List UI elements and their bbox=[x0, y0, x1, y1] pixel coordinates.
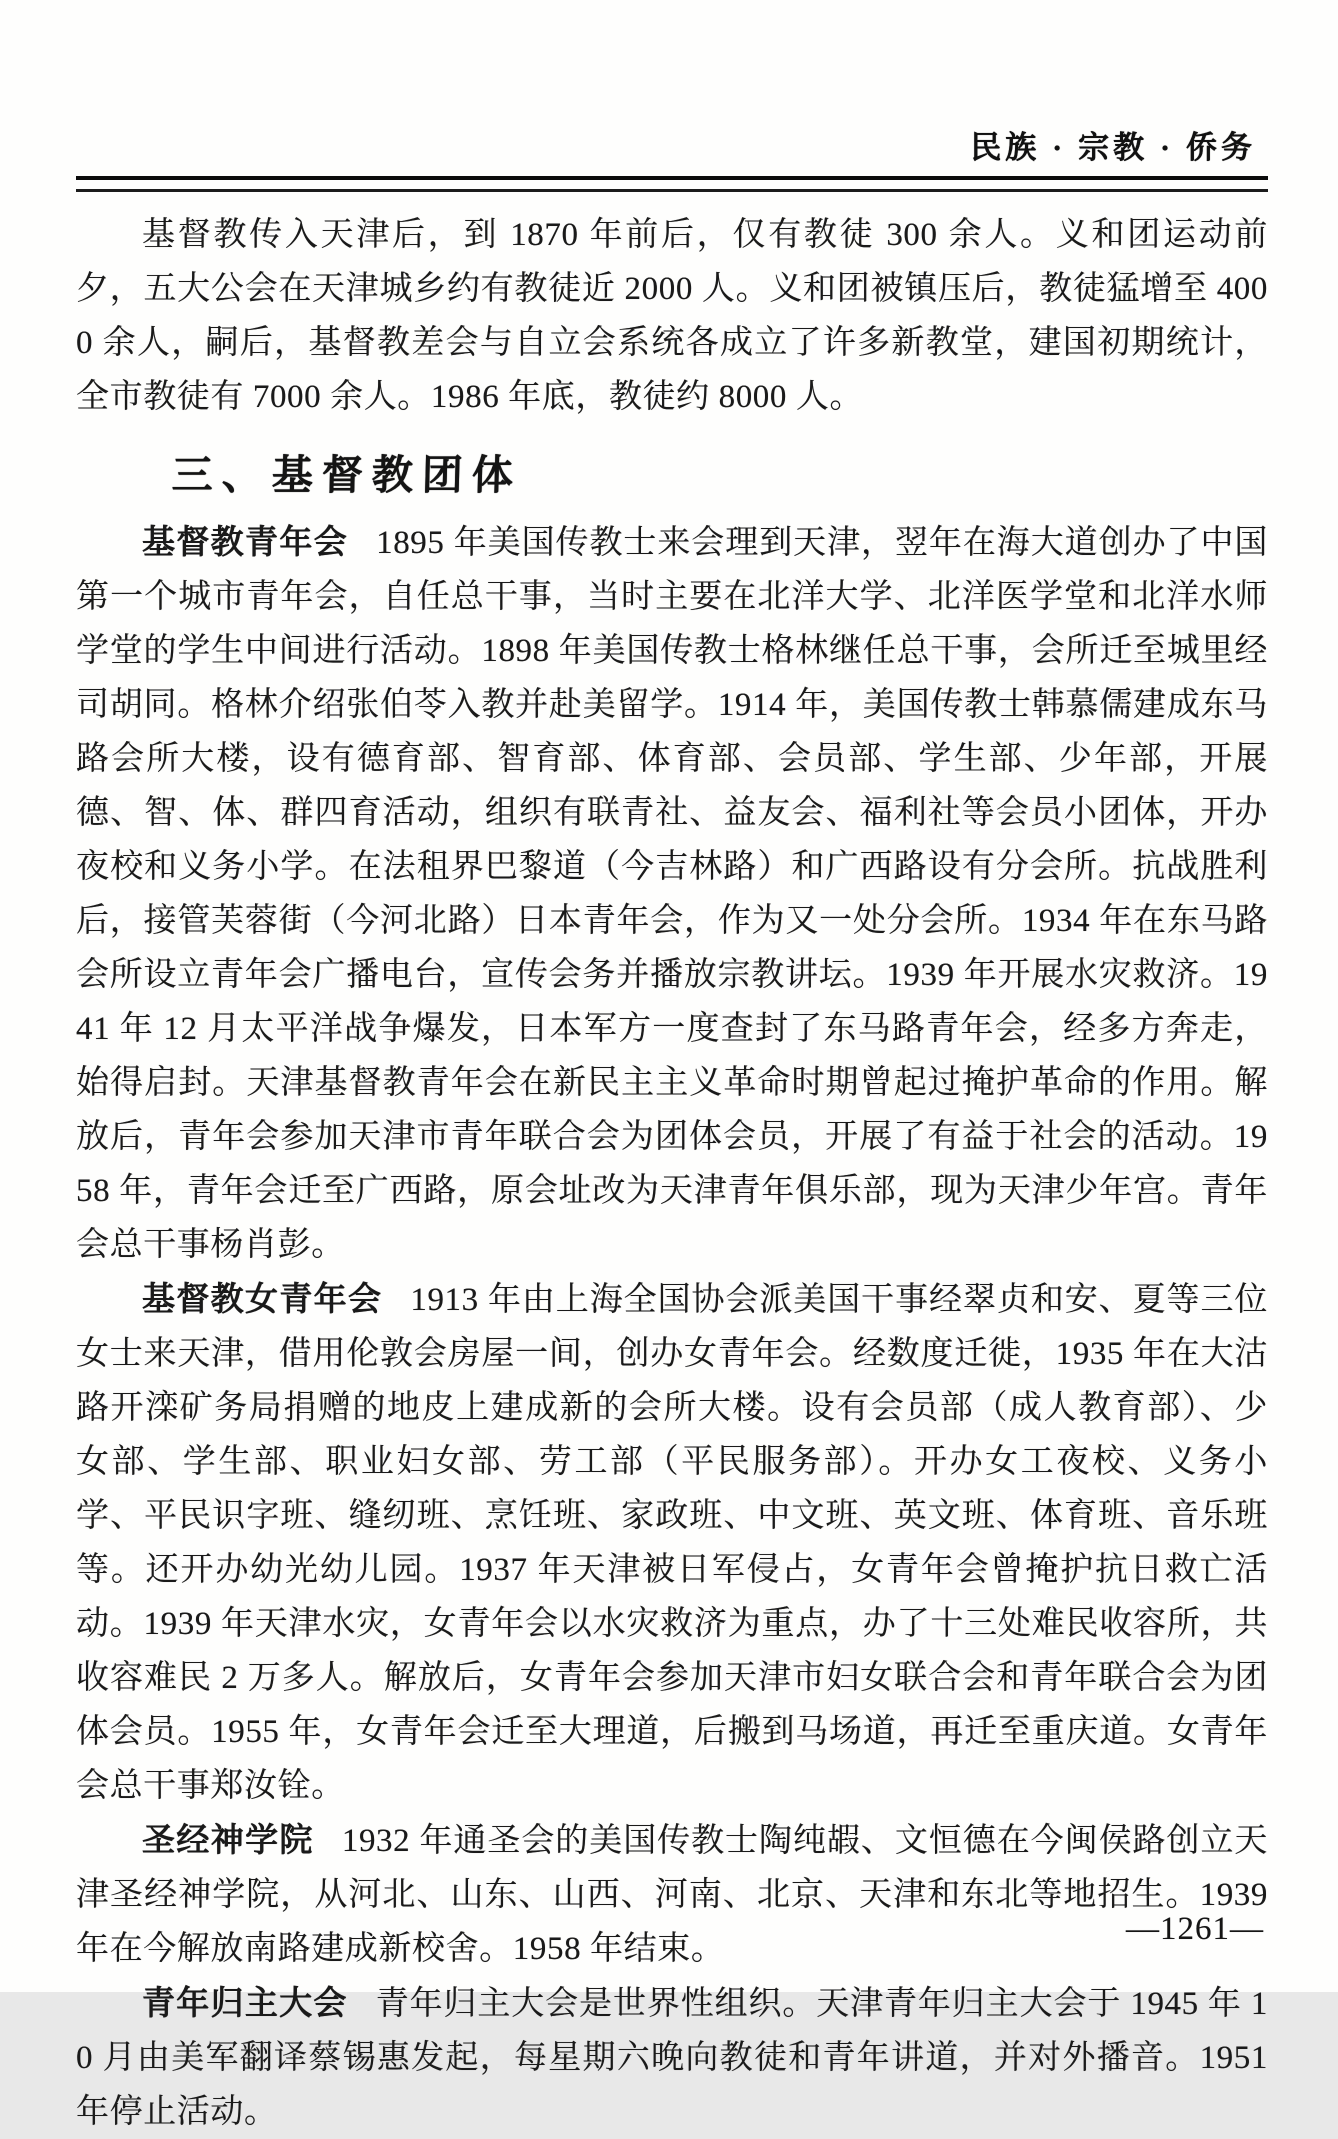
entry-paragraph-ymca bbox=[76, 515, 1268, 1272]
entry-paragraph-youth-for-christ bbox=[76, 1976, 1268, 2139]
intro-paragraph: 基督教传入天津后，到 1870 年前后，仅有教徒 300 余人。义和团运动前夕，五大公会在天津城乡约有教徒近 2000 人。义和团被镇压后，教徒猛增至 4000 余人，嗣后，基督教差会与自立会系统各成立了许多新教堂，建国初期统计，全市教徒有 7000 余人。1986 年底，教徒约 8000 人。 bbox=[76, 217, 1268, 415]
entry-text: 青年归主大会是世界性组织。天津青年归主大会于 1945 年 10 月由美军翻译蔡锡惠发起，每星期六晚向教徒和青年讲道，并对外播音。1951 年停止活动。 bbox=[76, 1986, 1269, 2130]
page-header bbox=[76, 0, 1268, 192]
entry-term: 基督教青年会 bbox=[142, 523, 349, 560]
entry-text: 1895 年美国传教士来会理到天津，翌年在海大道创办了中国第一个城市青年会，自任总干事，当时主要在北洋大学、北洋医学堂和北洋水师学堂的学生中间进行活动。1898 年美国传教士格林继任总干事，会所迁至城里经司胡同。格林介绍张伯苓入教并赴美留学。1914 年，美国传教士韩慕儒建成东马路会所大楼，设有德育部、智育部、体育部、会员部、学生部、少年部，开展德、智、体、群四育活动，组织有联青社、益友会、福利社等会员小团体，开办夜校和义务小学。在法租界巴黎道（今吉林路）和广西路设有分会所。抗战胜利后，接管芙蓉街（今河北路）日本青年会，作为又一处分会所。1934 年在东马路会所设立青年会广播电台，宣传会务并播放宗教讲坛。1939 年开展水灾救济。1941 年 12 月太平洋战争爆发，日本军方一度查封了东马路青年会，经多方奔走，始得启封。天津基督教青年会在新民主主义革命时期曾起过掩护革命的作用。解放后，青年会参加天津市青年联合会为团体会员，开展了有益于社会的活动。1958 年，青年会迁至广西路，原会址改为天津青年俱乐部，现为天津少年宫。青年会总干事杨肖彭。 bbox=[76, 525, 1268, 1263]
section-heading: 三、基督教团体 bbox=[171, 452, 523, 498]
entry-term: 基督教女青年会 bbox=[142, 1280, 383, 1317]
page-body bbox=[76, 192, 1268, 2139]
running-head: 民族 · 宗教 · 侨务 bbox=[970, 130, 1256, 165]
entry-text: 1932 年通圣会的美国传教士陶纯嘏、文恒德在今闽侯路创立天津圣经神学院，从河北、山东、山西、河南、北京、天津和东北等地招生。1939 年在今解放南路建成新校舍。1958 年结束。 bbox=[76, 1823, 1269, 1967]
entry-paragraph-bible-seminary bbox=[76, 1813, 1268, 1976]
entry-text: 1913 年由上海全国协会派美国干事经翠贞和安、夏等三位女士来天津，借用伦敦会房屋一间，创办女青年会。经数度迁徙，1935 年在大沽路开滦矿务局捐赠的地皮上建成新的会所大楼。设有会员部（成人教育部）、少女部、学生部、职业妇女部、劳工部（平民服务部）。开办女工夜校、义务小学、平民识字班、缝纫班、烹饪班、家政班、中文班、英文班、体育班、音乐班等。还开办幼光幼儿园。1937 年天津被日军侵占，女青年会曾掩护抗日救亡活动。1939 年天津水灾，女青年会以水灾救济为重点，办了十三处难民收容所，共收容难民 2 万多人。解放后，女青年会参加天津市妇女联合会和青年联合会为团体会员。1955 年，女青年会迁至大理道，后搬到马场道，再迁至重庆道。女青年会总干事郑汝铨。 bbox=[76, 1282, 1268, 1804]
entry-term: 青年归主大会 bbox=[142, 1984, 348, 2021]
entry-term: 圣经神学院 bbox=[142, 1821, 314, 1858]
header-rule bbox=[76, 176, 1268, 192]
entry-paragraph-ywca bbox=[76, 1272, 1268, 1813]
page-number: —1261— bbox=[1126, 1911, 1264, 1947]
